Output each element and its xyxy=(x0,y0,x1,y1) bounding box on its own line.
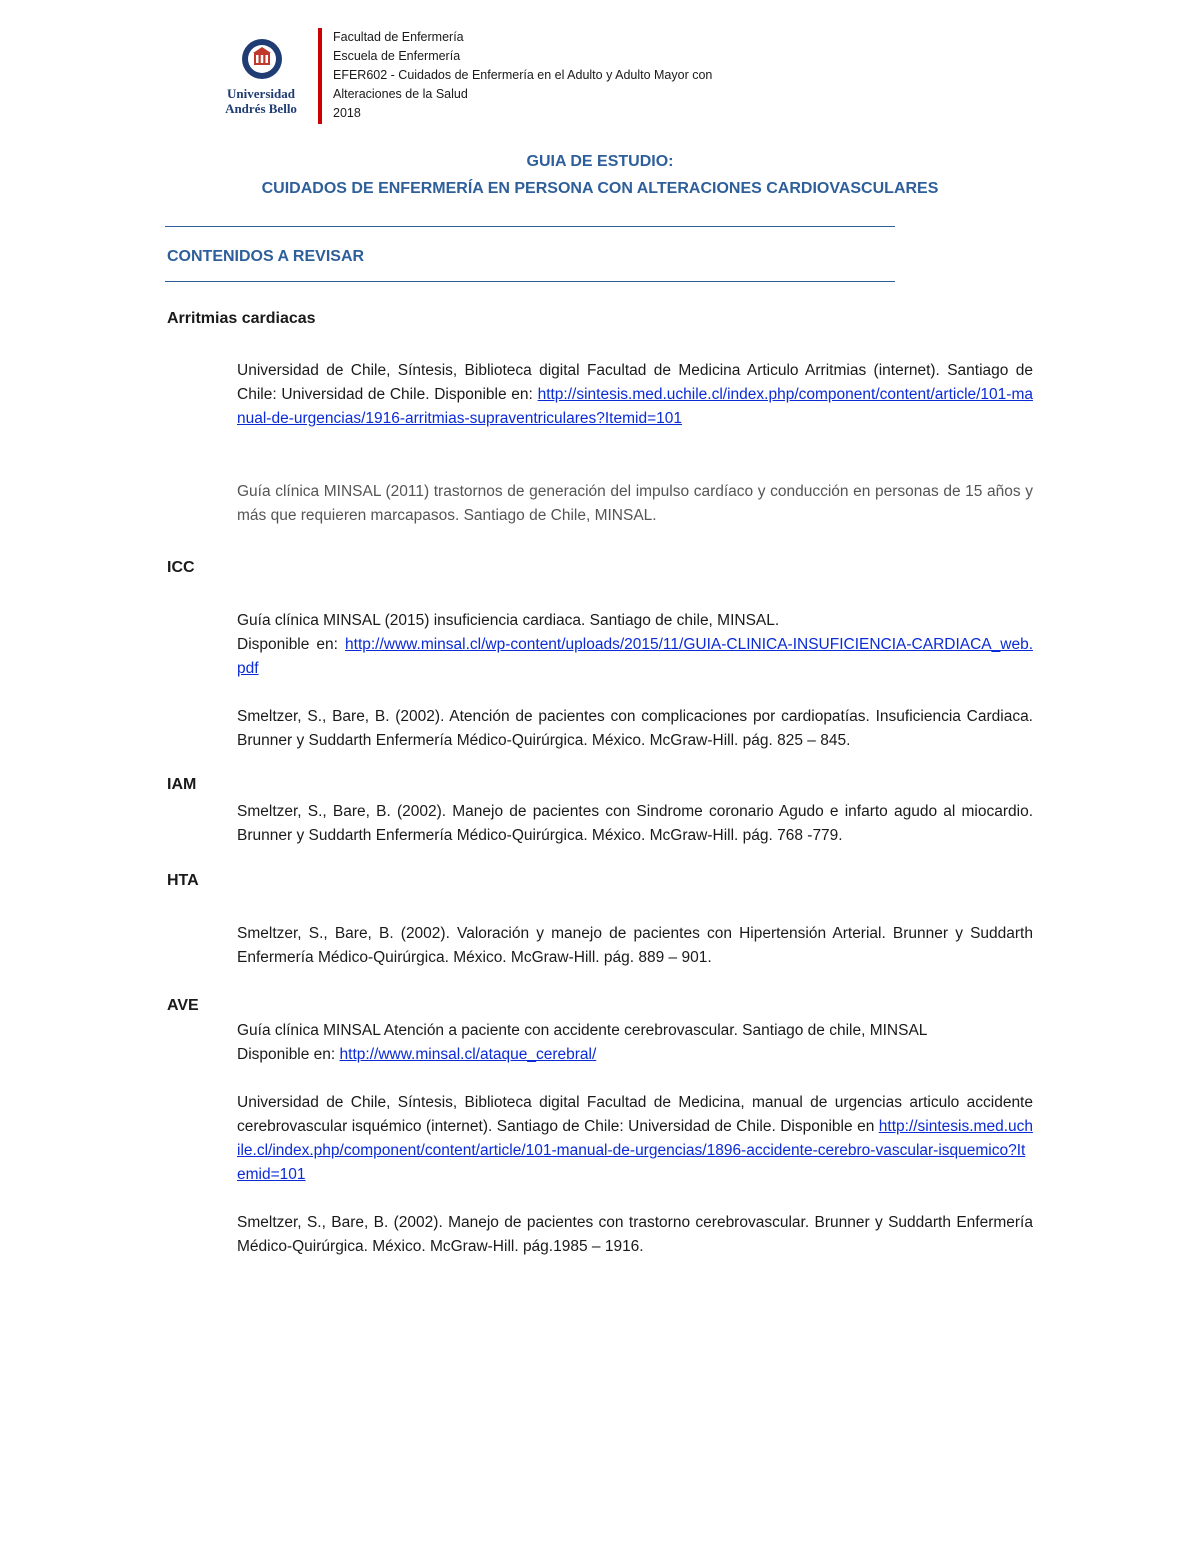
section-rule-bottom xyxy=(165,281,895,282)
section-title: CONTENIDOS A REVISAR xyxy=(167,248,365,265)
header-info xyxy=(333,28,712,123)
logo-text-line1: Universidad xyxy=(227,86,295,101)
reference-link[interactable]: http://www.minsal.cl/ataque_cerebral/ xyxy=(339,1046,597,1063)
reference-hta-1 xyxy=(237,922,1033,970)
reference-text: Smeltzer, S., Bare, B. (2002). Manejo de pacientes con Sindrome coronario Agudo e infarto agudo al miocardio. Brunner y Suddarth Enfermería Médico-Quirúrgica. México. McGraw-Hill. pág. 768 -779. xyxy=(237,803,1033,844)
topic-icc: ICC xyxy=(167,559,195,576)
reference-text: Smeltzer, S., Bare, B. (2002). Valoración y manejo de pacientes con Hipertensión Arterial. Brunner y Suddarth Enfermería Médico-Quirúrgica. México. McGraw-Hill. pág. 889 – 901. xyxy=(237,925,1033,966)
reference-arritmias-1 xyxy=(237,359,1033,431)
header-school: Escuela de Enfermería xyxy=(333,49,461,63)
reference-link[interactable]: http://sintesis.med.uchile.cl/index.php/component/content/article/101-manual-de-urgencias/1916-arritmias-supraventriculares?Itemid=101 xyxy=(237,386,1033,427)
header-course-cont: Alteraciones de la Salud xyxy=(333,87,468,101)
reference-text: Guía clínica MINSAL Atención a paciente con accidente cerebrovascular. Santiago de chile, MINSAL xyxy=(237,1022,928,1039)
reference-ave-1 xyxy=(237,1019,1033,1067)
section-rule-top xyxy=(165,226,895,227)
reference-ave-3 xyxy=(237,1211,1033,1259)
reference-arritmias-2 xyxy=(237,480,1033,528)
reference-text: Guía clínica MINSAL (2011) trastornos de generación del impulso cardíaco y conducción en personas de 15 años y más que requieren marcapasos. Santiago de Chile, MINSAL. xyxy=(237,483,1033,524)
university-logo xyxy=(220,38,302,118)
topic-iam: IAM xyxy=(167,776,197,793)
reference-text: Universidad de Chile, Síntesis, Biblioteca digital Facultad de Medicina, manual de urgencias articulo accidente cerebrovascular isquémico (internet). Santiago de Chile: Universidad de Chile. Disponible en xyxy=(237,1094,1033,1135)
header-year: 2018 xyxy=(333,106,361,120)
topic-hta: HTA xyxy=(167,872,199,889)
topic-arritmias: Arritmias cardiacas xyxy=(167,310,316,327)
university-crest-icon xyxy=(241,38,283,80)
topic-ave: AVE xyxy=(167,997,199,1014)
reference-icc-2 xyxy=(237,705,1033,753)
header-course: EFER602 - Cuidados de Enfermería en el Adulto y Adulto Mayor con xyxy=(333,68,713,82)
reference-icc-1 xyxy=(237,609,1033,681)
reference-prefix: Disponible en: xyxy=(237,1046,336,1063)
reference-ave-2 xyxy=(237,1091,1033,1187)
reference-text: Universidad de Chile, Síntesis, Biblioteca digital Facultad de Medicina Articulo Arritmias (internet). Santiago de Chile: Universidad de Chile. Disponible en: xyxy=(237,362,1033,403)
reference-link[interactable]: http://sintesis.med.uchile.cl/index.php/component/content/article/101-manual-de-urgencias/1896-accidente-cerebro-vascular-isquemico?Itemid=101 xyxy=(237,1118,1033,1183)
title-line2: CUIDADOS DE ENFERMERÍA EN PERSONA CON ALTERACIONES CARDIOVASCULARES xyxy=(261,180,939,197)
reference-prefix: Disponible en: xyxy=(237,636,338,653)
reference-link[interactable]: http://www.minsal.cl/wp-content/uploads/2015/11/GUIA-CLINICA-INSUFICIENCIA-CARDIACA_web.pdf xyxy=(237,636,1033,677)
reference-iam-1 xyxy=(237,800,1033,848)
reference-text: Guía clínica MINSAL (2015) insuficiencia cardiaca. Santiago de chile, MINSAL. xyxy=(237,612,780,629)
logo-text xyxy=(220,86,302,116)
header-faculty: Facultad de Enfermería xyxy=(333,30,464,44)
title-line1: GUIA DE ESTUDIO: xyxy=(526,153,674,170)
header-divider-bar xyxy=(318,28,322,124)
reference-text: Smeltzer, S., Bare, B. (2002). Manejo de pacientes con trastorno cerebrovascular. Brunner y Suddarth Enfermería Médico-Quirúrgica. México. McGraw-Hill. pág.1985 – 1916. xyxy=(237,1214,1033,1255)
reference-text: Smeltzer, S., Bare, B. (2002). Atención de pacientes con complicaciones por cardiopatías. Insuficiencia Cardiaca. Brunner y Suddarth Enfermería Médico-Quirúrgica. México. McGraw-Hill. pág. 825 – 845. xyxy=(237,708,1033,749)
logo-text-line2: Andrés Bello xyxy=(225,101,297,116)
document-title xyxy=(150,148,1050,202)
